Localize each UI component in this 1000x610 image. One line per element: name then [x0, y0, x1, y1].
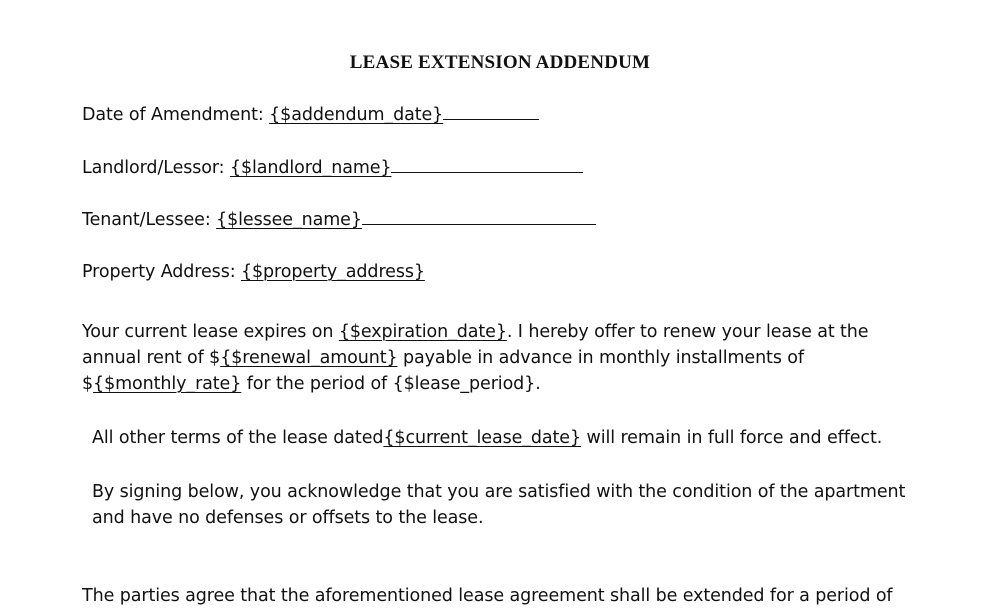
addendum-date-placeholder: {$addendum_date}: [269, 105, 444, 125]
landlord-field: [82, 154, 583, 181]
landlord-blank-line: [391, 154, 583, 173]
tenant-label: Tenant/Lessee:: [82, 210, 217, 230]
landlord-name-placeholder: {$landlord_name}: [229, 158, 392, 178]
offer-line-1: [82, 319, 868, 345]
offer-text: annual rent of $: [82, 348, 221, 368]
terms-text: All other terms of the lease dated: [92, 428, 384, 448]
date-of-amendment-field: [82, 101, 539, 128]
acknowledgement-line-2: and have no defenses or offsets to the lease.: [92, 508, 484, 528]
offer-line-2: [82, 345, 868, 371]
other-terms-paragraph: [92, 425, 882, 451]
renewal-amount-placeholder: {$renewal_amount}: [220, 348, 398, 368]
lessee-name-placeholder: {$lessee_name}: [216, 210, 362, 230]
property-address-label: Property Address:: [82, 262, 241, 282]
acknowledgement-paragraph: [92, 479, 905, 531]
date-of-amendment-label: Date of Amendment:: [82, 105, 270, 125]
landlord-label: Landlord/Lessor:: [82, 158, 230, 178]
offer-text: $: [82, 374, 94, 394]
tenant-field: [82, 206, 596, 233]
current-lease-date-placeholder: {$current_lease_date}: [383, 428, 582, 448]
extension-paragraph: [82, 583, 893, 609]
offer-paragraph: [82, 319, 868, 397]
offer-text: payable in advance in monthly installments of: [397, 348, 804, 368]
offer-line-3: [82, 371, 868, 397]
offer-text: Your current lease expires on: [82, 322, 339, 342]
offer-text: for the period of {$lease_period}.: [241, 374, 541, 394]
offer-text: . I hereby offer to renew your lease at the: [506, 322, 869, 342]
property-address-field: [82, 259, 425, 285]
extension-line-1: The parties agree that the aforementioned lease agreement shall be extended for a period of: [82, 586, 893, 606]
terms-text: will remain in full force and effect.: [581, 428, 883, 448]
tenant-blank-line: [362, 206, 596, 225]
document-title: LEASE EXTENSION ADDENDUM: [349, 52, 651, 73]
monthly-rate-placeholder: {$monthly_rate}: [93, 374, 242, 394]
acknowledgement-line-1: By signing below, you acknowledge that you are satisfied with the condition of the apartment: [92, 482, 906, 502]
expiration-date-placeholder: {$expiration_date}: [338, 322, 507, 342]
date-blank-line: [443, 101, 539, 120]
property-address-placeholder: {$property_address}: [240, 262, 425, 282]
